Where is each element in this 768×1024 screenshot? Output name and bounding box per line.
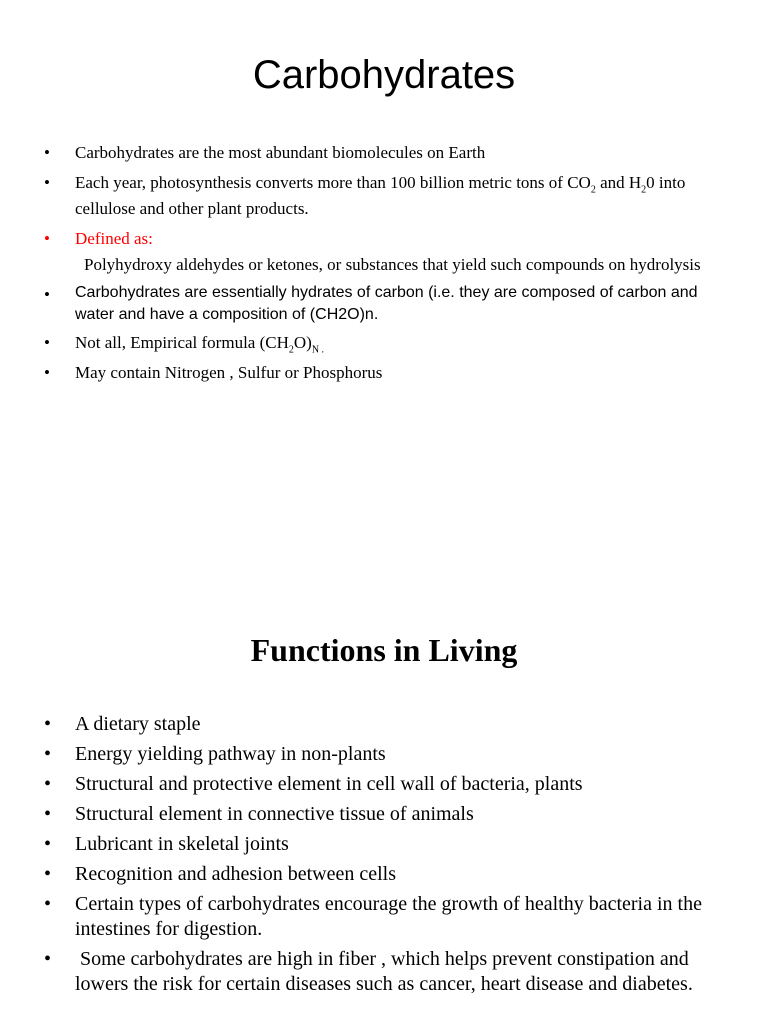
definition-paragraph-item [44,252,734,278]
bullet-dot: • [44,333,50,352]
bullet-dot: • [44,173,50,192]
function-item [44,772,734,797]
bullet-dot: • [44,893,52,915]
bullet-dot: • [44,143,50,162]
bullet-dot: • [44,773,52,795]
functions-bullet-list [44,712,734,1002]
function-item [44,862,734,887]
bullet-dot: • [44,363,50,382]
slide-title-carbohydrates: Carbohydrates [252,53,516,97]
definition-text: Polyhydroxy aldehydes or ketones, or substances that yield such compounds on hydrolysis [84,255,701,274]
bullet-item [44,360,734,386]
bullet-text [75,173,685,218]
slide-title-functions: Functions in Living [250,632,518,668]
bullet-text [75,333,325,356]
bullet-text-part: Each year, photosynthesis converts more than 100 billion metric tons of CO [75,173,591,192]
function-text: A dietary staple [75,713,201,735]
bullet-text: Carbohydrates are the most abundant biomolecules on Earth [75,143,486,162]
bullet-item-defined-as [44,226,734,252]
function-item [44,712,734,737]
subscript: 2 [288,344,294,356]
bullet-text-part: and H [595,173,642,192]
function-text: Energy yielding pathway in non-plants [75,743,386,765]
subscript: 2 [590,184,596,196]
bullet-dot: • [44,948,52,970]
function-text: Recognition and adhesion between cells [75,863,397,885]
function-item [44,947,734,997]
bullet-item [44,140,734,166]
bullet-dot: • [44,803,52,825]
function-item [44,802,734,827]
bullet-dot: • [44,285,50,304]
bullet-text-part: 0 into cellulose and other plant products. [75,173,686,218]
bullet-text-part: Not all, Empirical formula (CH [75,333,289,352]
function-text: Certain types of carbohydrates encourage the growth of healthy bacteria in the intestines for digestion. [75,893,702,940]
bullet-item [44,170,734,222]
bullet-dot: • [44,863,52,885]
subscript: N . [311,344,325,356]
function-item [44,832,734,857]
function-text: Structural element in connective tissue of animals [75,803,474,825]
subscript: 2 [641,184,647,196]
function-text: Some carbohydrates are high in fiber , which helps prevent constipation and lowers the risk for certain diseases such as cancer, heart disease and diabetes. [75,948,694,995]
function-text: Lubricant in skeletal joints [75,833,289,855]
bullet-item [44,330,734,356]
bullet-text: Defined as: [75,229,153,248]
bullet-item [44,282,734,326]
function-text: Structural and protective element in cell wall of bacteria, plants [75,773,583,795]
carbohydrates-bullet-list [44,140,734,390]
bullet-dot: • [44,713,52,735]
bullet-text: May contain Nitrogen , Sulfur or Phosphorus [75,363,383,382]
function-item [44,892,734,942]
bullet-text-part: O) [293,333,312,352]
bullet-dot: • [44,229,50,248]
bullet-dot: • [44,743,52,765]
bullet-dot: • [44,833,52,855]
function-item [44,742,734,767]
bullet-text: Carbohydrates are essentially hydrates of carbon (i.e. they are composed of carbon and water and have a composition of (CH2O)n. [75,284,698,323]
